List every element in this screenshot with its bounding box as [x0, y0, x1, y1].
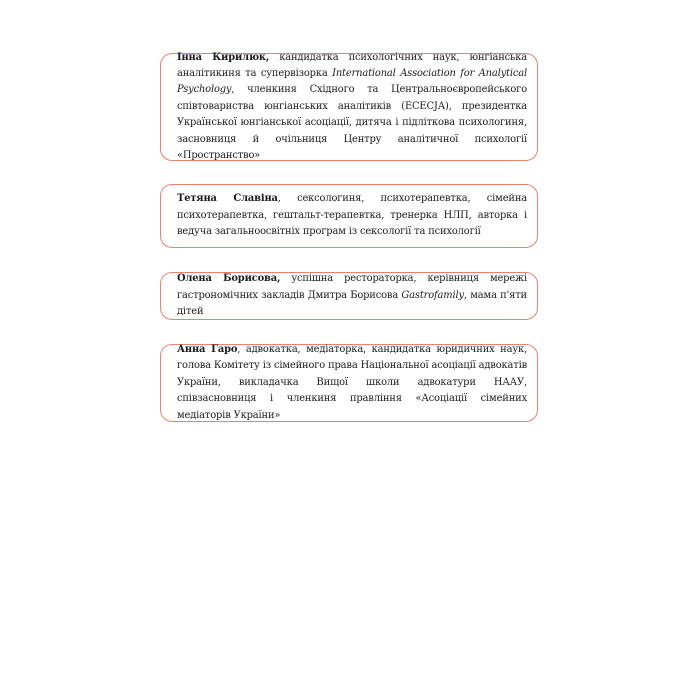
bio-description: успішна рестораторка, керівниця мережі гастрономічних закладів Дмитра Борисова — [177, 273, 527, 301]
bio-description-continued: , членкиня Східного та Центральноєвропейського співтовариства юнгіанських аналітиків (ЕСЕСЈА), президентка Української юнгіанської асоціації, дитяча і підліткова психологиня, засновниця й очільниця Центру аналітичної психології «Пространство» — [177, 84, 527, 162]
bio-description: кандидатка психологічних наук, юнгіанська аналітикиня та супервізорка — [177, 51, 527, 79]
bio-name: Тетяна Славіна — [177, 193, 278, 205]
bio-description-continued: , мама п'яти дітей — [177, 289, 527, 318]
bio-card-kyryliuk — [160, 53, 538, 161]
bio-organization: International Association for Analytical Psychology — [177, 67, 527, 96]
bio-organization: Gastrofamily — [401, 289, 464, 301]
bio-card-borysova — [160, 272, 538, 320]
bio-card-haro — [160, 344, 538, 422]
bio-name: Олена Борисова, — [177, 273, 281, 285]
bio-card-slavina — [160, 184, 538, 248]
bio-text — [177, 342, 527, 424]
bio-description: , адвокатка, медіаторка, кандидатка юридичних наук, голова Комітету із сімейного права Національної асоціації адвокатів України, викладачка Вищої школи адвокатури НААУ, співзасновниця і членкиня правління «Асоціації сімейних медіаторів України» — [177, 343, 527, 421]
bio-description: , сексологиня, психотерапевтка, сімейна психотерапевтка, гештальт-терапевтка, тренерка НЛП, авторка і ведуча загальноосвітніх програм із сексології та психології — [177, 193, 527, 238]
bio-name: Інна Кирилюк, — [177, 51, 270, 63]
bio-text — [177, 271, 527, 320]
bio-text — [177, 50, 527, 165]
bio-text — [177, 191, 527, 240]
bio-name: Анна Гаро — [177, 343, 238, 355]
